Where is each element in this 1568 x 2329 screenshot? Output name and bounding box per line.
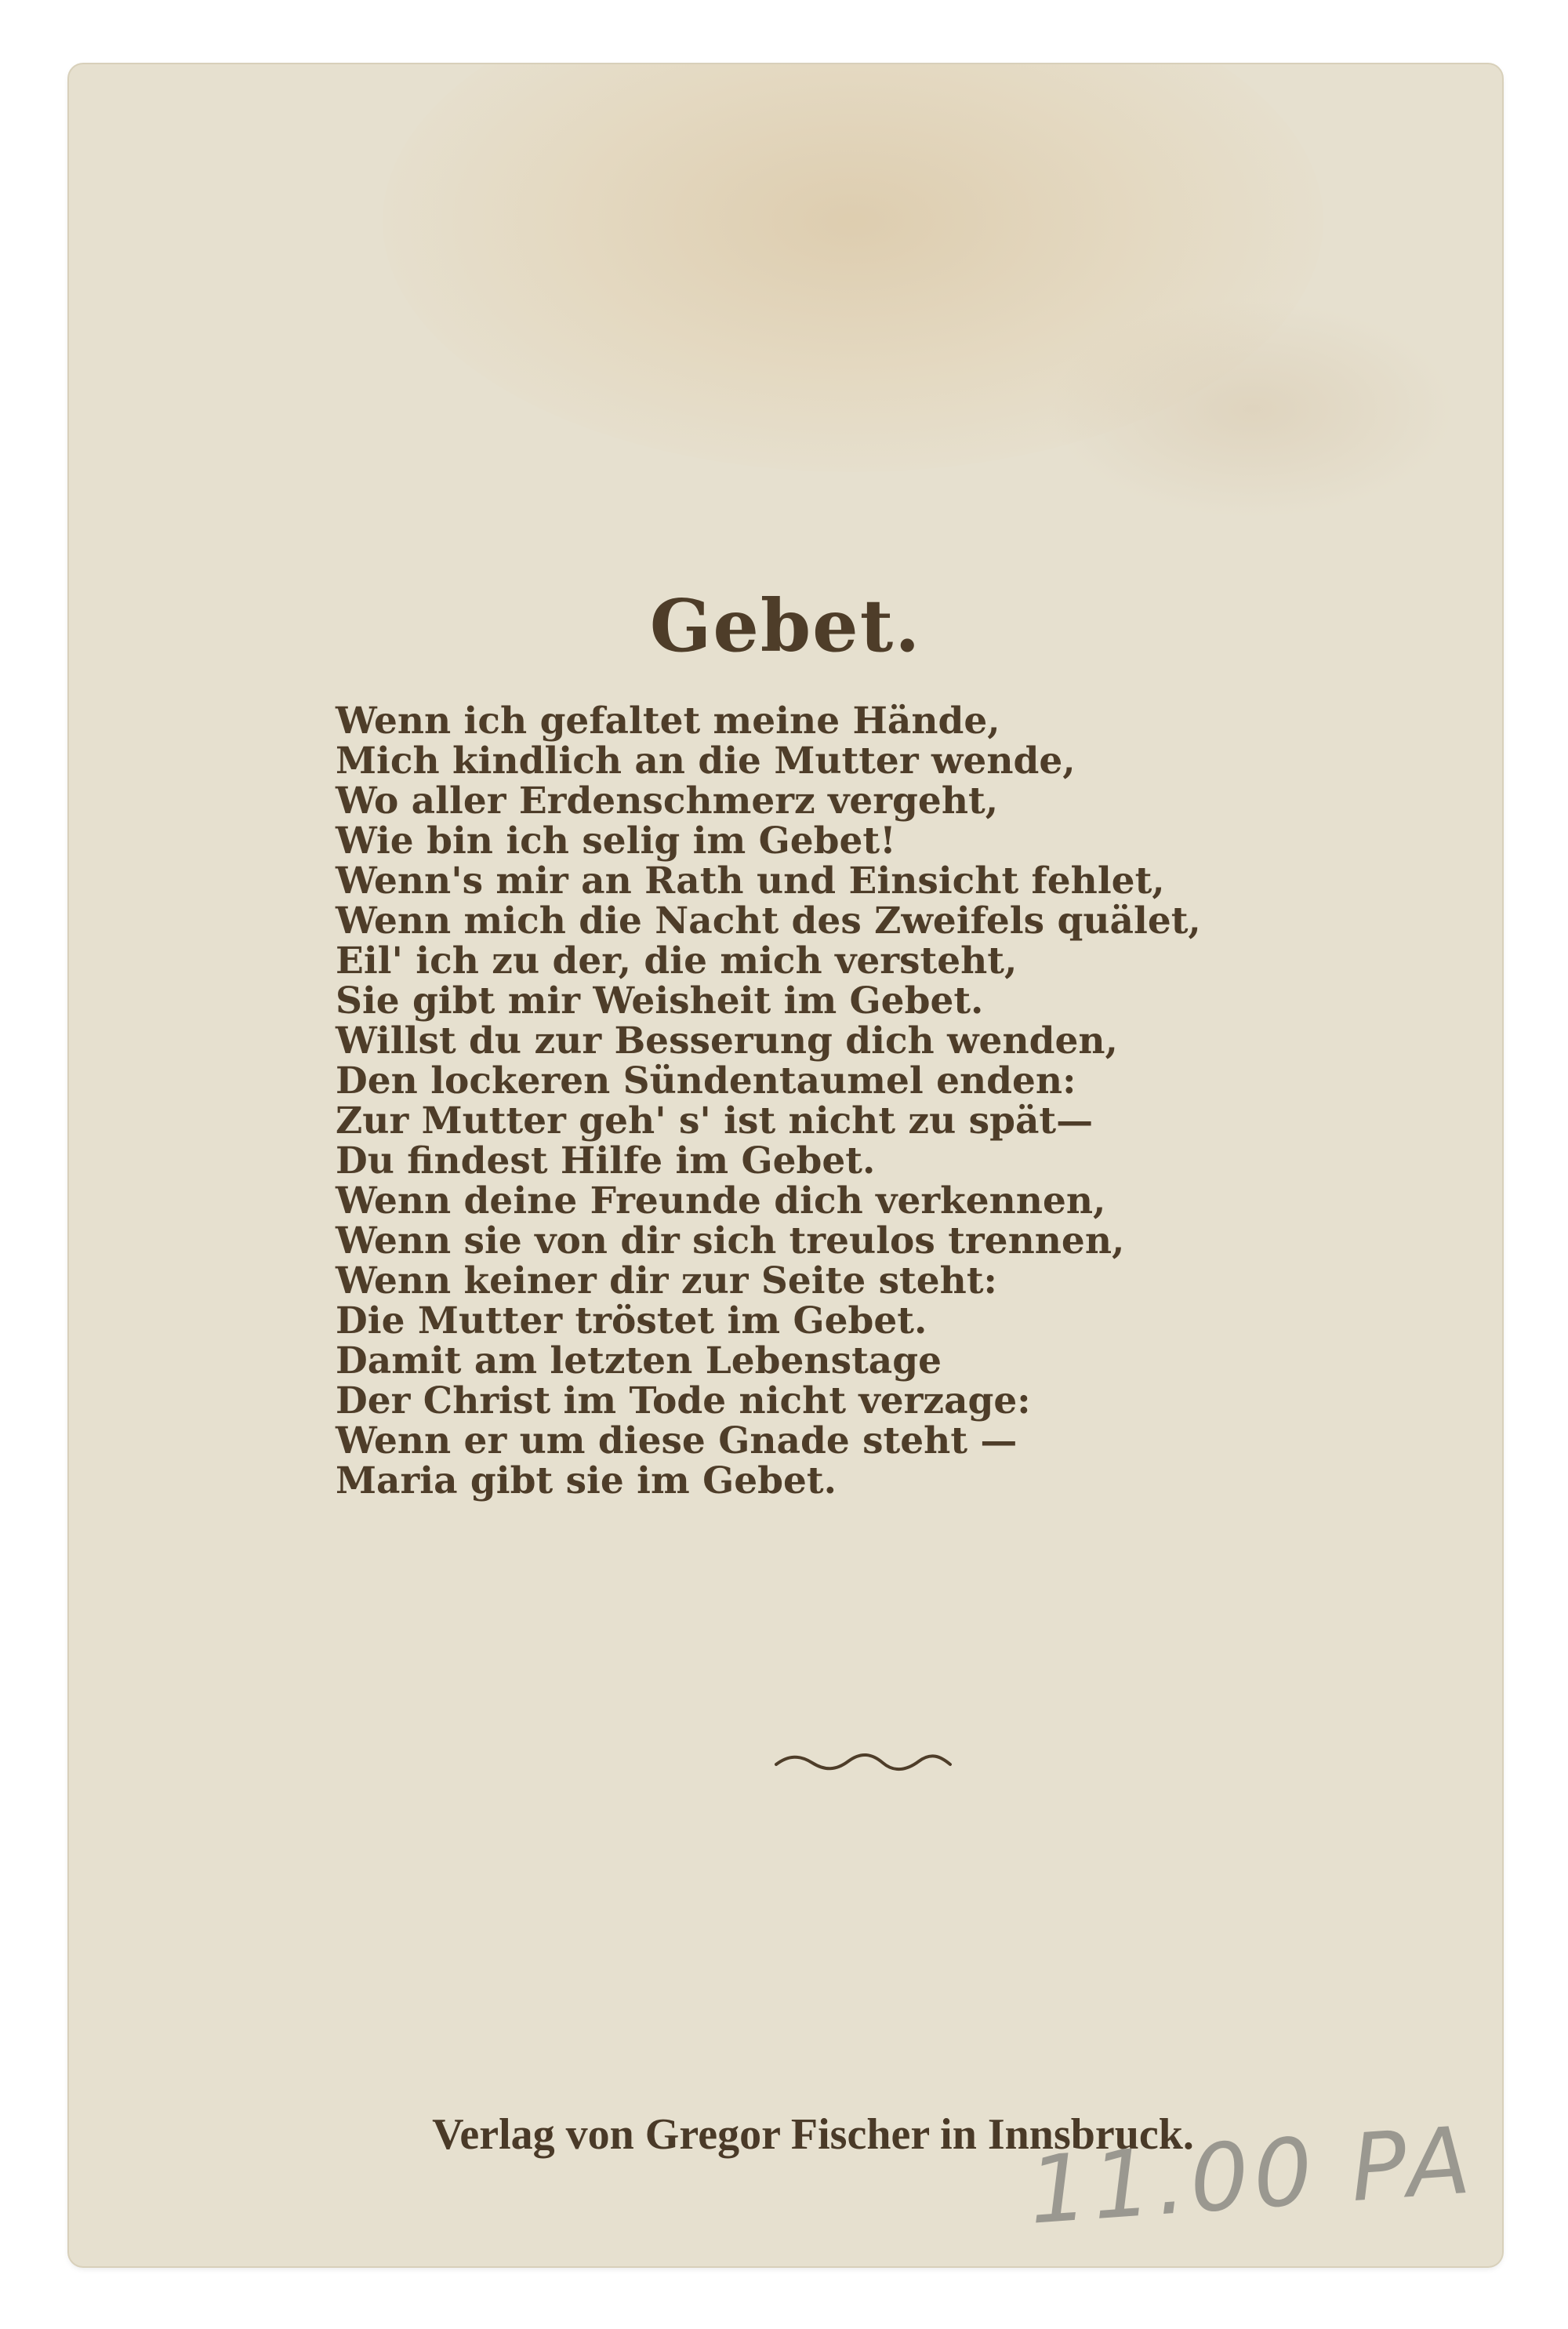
poem-line: Damit am letzten Lebenstage [336, 1339, 942, 1383]
water-stain-right [1049, 300, 1457, 519]
wavy-line-ornament [773, 1752, 953, 1772]
poem-line: Wenn keiner dir zur Seite steht: [336, 1259, 997, 1303]
poem-line: Sie gibt mir Weisheit im Gebet. [336, 979, 984, 1023]
poem-line: Zur Mutter geh' s' ist nicht zu spät— [336, 1099, 1094, 1143]
poem-line: Mich kindlich an die Mutter wende, [336, 739, 1076, 783]
poem-line: Wenn's mir an Rath und Einsicht fehlet, [336, 859, 1165, 903]
poem-line: Du findest Hilfe im Gebet. [336, 1139, 876, 1183]
poem-line: Wie bin ich selig im Gebet! [336, 819, 896, 863]
poem-line: Eil' ich zu der, die mich versteht, [336, 939, 1018, 983]
poem-line: Wo aller Erdenschmerz vergeht, [336, 779, 999, 823]
handwritten-pencil-note: 11.00 PA [1025, 2106, 1479, 2245]
poem-line: Wenn sie von dir sich treulos trennen, [336, 1219, 1125, 1263]
poem-line: Maria gibt sie im Gebet. [336, 1459, 837, 1502]
poem-line: Wenn mich die Nacht des Zweifels quälet, [336, 899, 1201, 943]
poem-line: Wenn ich gefaltet meine Hände, [336, 699, 1000, 743]
poem-line: Die Mutter tröstet im Gebet. [336, 1299, 927, 1343]
publisher-imprint: Verlag von Gregor Fischer in Innsbruck. [432, 2110, 1194, 2159]
poem-line: Willst du zur Besserung dich wenden, [336, 1019, 1118, 1063]
prayer-card [69, 64, 1502, 2266]
poem-line: Wenn deine Freunde dich verkennen, [336, 1179, 1106, 1223]
poem-line: Den lockeren Sündentaumel enden: [336, 1059, 1076, 1103]
poem-body [336, 701, 1370, 1501]
poem-line: Der Christ im Tode nicht verzage: [336, 1379, 1031, 1422]
poem-line: Wenn er um diese Gnade steht — [336, 1419, 1018, 1462]
poem-title: Gebet. [649, 583, 922, 668]
